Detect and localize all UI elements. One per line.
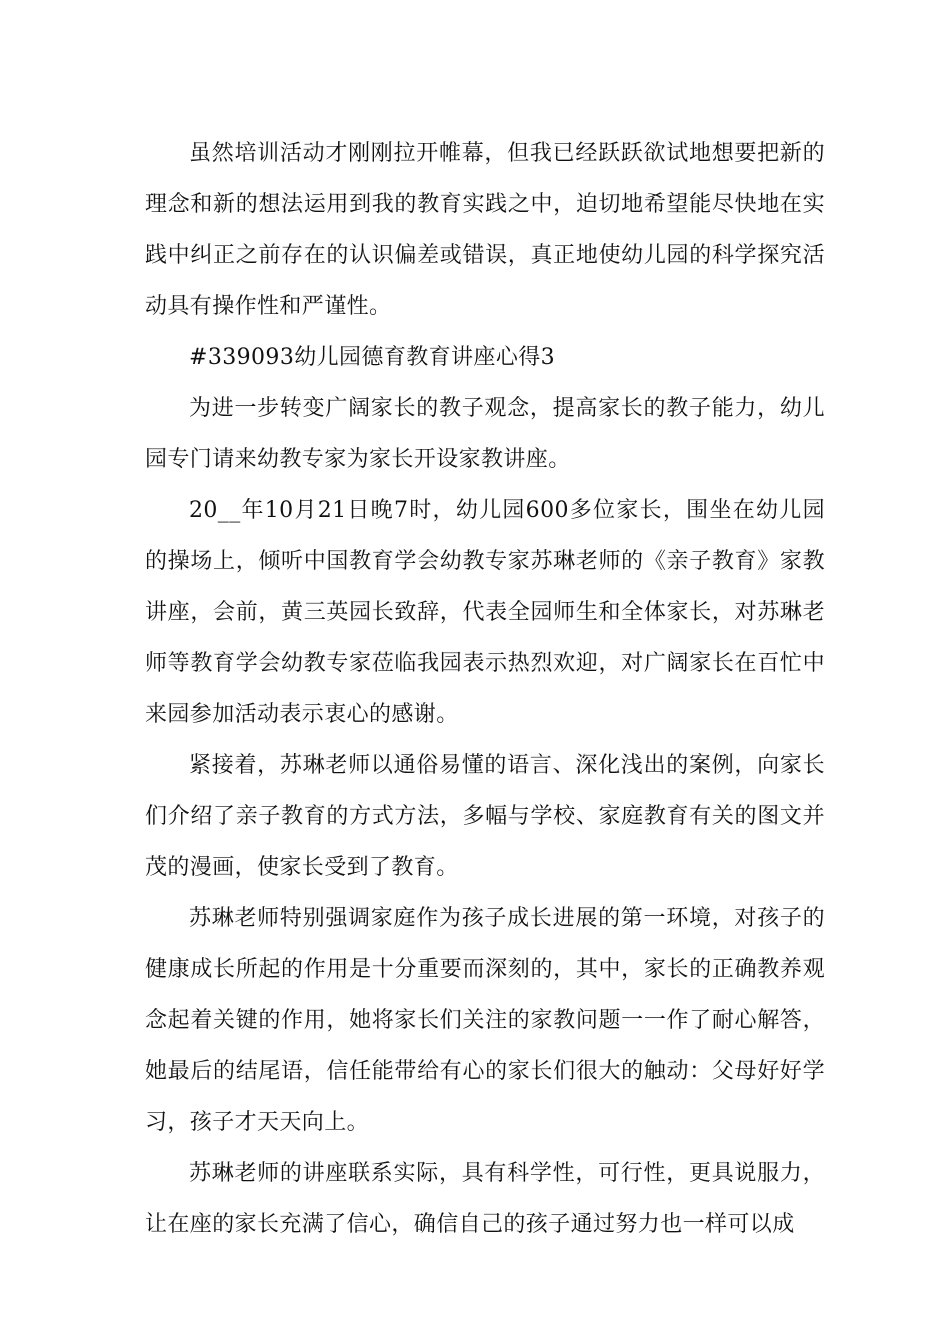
section-heading: #339093幼儿园德育教育讲座心得3 xyxy=(189,345,556,370)
paragraph-lecture-event: 20__年10月21日晚7时，幼儿园600多位家长，围坐在幼儿园的操场上，倾听中国教育学会幼教专家苏琳老师的《亲子教育》家教讲座，会前，黄三英园长致辞，代表全园师生和全体家长，对苏琳老师等教育学会幼教专家莅临我园表示热烈欢迎，对广阔家长在百忙中来园参加活动表示衷心的感谢。 xyxy=(145,498,825,727)
paragraph-lecture-summary: 苏琳老师的讲座联系实际，具有科学性，可行性，更具说服力，让在座的家长充满了信心，确信自己的孩子通过努力也一样可以成 xyxy=(145,1161,825,1237)
paragraph-lecture-methods: 紧接着，苏琳老师以通俗易懂的语言、深化浅出的案例，向家长们介绍了亲子教育的方式方法，多幅与学校、家庭教育有关的图文并茂的漫画，使家长受到了教育。 xyxy=(145,753,825,880)
paragraph-training-reflection: 虽然培训活动才刚刚拉开帷幕，但我已经跃跃欲试地想要把新的理念和新的想法运用到我的教育实践之中，迫切地希望能尽快地在实践中纠正之前存在的认识偏差或错误，真正地使幼儿园的科学探究活动具有操作性和严谨性。 xyxy=(145,141,825,319)
document-body xyxy=(145,128,825,1250)
paragraph-lecture-intro: 为进一步转变广阔家长的教子观念，提高家长的教子能力，幼儿园专门请来幼教专家为家长开设家教讲座。 xyxy=(145,396,825,472)
paragraph-family-environment: 苏琳老师特别强调家庭作为孩子成长进展的第一环境，对孩子的健康成长所起的作用是十分重要而深刻的，其中，家长的正确教养观念起着关键的作用，她将家长们关注的家教问题一一作了耐心解答，她最后的结尾语，信任能带给有心的家长们很大的触动：父母好好学习，孩子才天天向上。 xyxy=(145,906,825,1135)
